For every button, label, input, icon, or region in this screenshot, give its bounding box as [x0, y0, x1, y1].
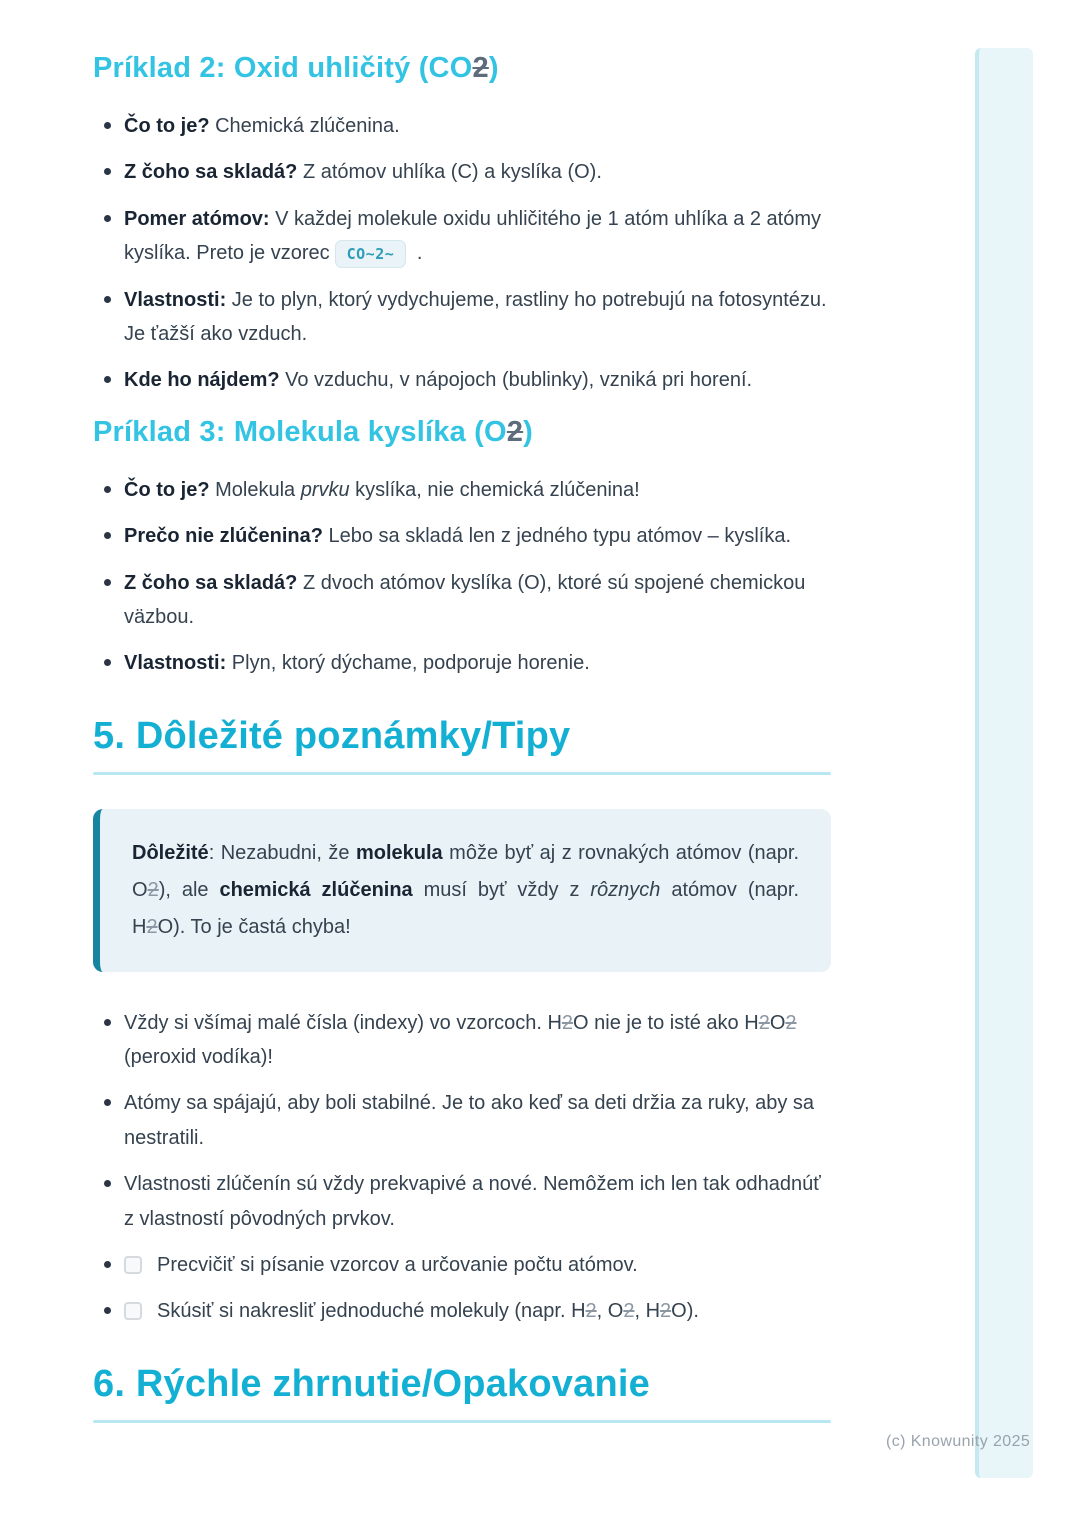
text-segment: molekula: [355, 841, 443, 864]
text-segment: Atómy sa spájajú, aby boli stabilné. Je to ako keď sa deti držia za ruky, aby sa nestratili.: [124, 1092, 820, 1149]
subscript-number: 2: [785, 1011, 797, 1034]
todo-list-item: [93, 1248, 831, 1282]
list-item: [93, 473, 831, 507]
example-3-heading: [93, 416, 831, 449]
list-item: [93, 283, 831, 352]
text-segment: Vždy si všímaj malé čísla (indexy) vo vzorcoch. H: [124, 1011, 562, 1034]
section-5-heading: [93, 715, 831, 758]
heading-underline: [93, 772, 831, 775]
text-segment: Kde ho nájdem?: [124, 369, 280, 392]
subscript-number: 2: [660, 1300, 672, 1323]
text-segment: Z čoho sa skladá?: [124, 571, 298, 594]
text-segment: môže byť aj z rovnakých atómov (napr. O: [132, 841, 805, 901]
section-6-heading: [93, 1363, 831, 1406]
text-segment: Lebo sa skladá len z jedného typu atómov – kyslíka.: [322, 525, 792, 548]
text-segment: atómov (napr. H: [132, 878, 805, 938]
text-segment: musí byť vždy z: [412, 878, 591, 901]
list-item: [93, 566, 831, 635]
todo-list-item: [93, 1294, 831, 1328]
text-segment: Vlastnosti:: [124, 652, 227, 675]
text-segment: Chemická zlúčenina.: [209, 115, 400, 137]
text-segment: Vlastnosti:: [124, 288, 227, 311]
text-segment: Čo to je?: [124, 478, 210, 501]
formula-chip: CO~2~: [335, 240, 407, 268]
subscript-number: 2: [147, 878, 159, 901]
text-segment: , H: [634, 1300, 661, 1323]
text-segment: Dôležité: [132, 841, 209, 864]
list-item: [93, 519, 831, 553]
bullet-list: [93, 1006, 831, 1329]
text-segment: 5. Dôležité poznámky/Tipy: [93, 714, 571, 757]
text-segment: prvku: [300, 478, 350, 501]
subscript-number: 2: [472, 52, 489, 84]
text-segment: chemická zlúčenina: [219, 878, 413, 901]
text-segment: O). To je častá chyba!: [157, 915, 351, 938]
text-segment: ): [488, 52, 499, 84]
text-segment: O nie je to isté ako H: [573, 1011, 759, 1034]
text-segment: Pomer atómov:: [124, 207, 270, 230]
bullet-list: [93, 473, 831, 681]
subscript-number: 2: [758, 1011, 770, 1034]
text-segment: Vlastnosti zlúčenín sú vždy prekvapivé a nové. Nemôžem ich len tak odhadnúť z vlastností pôvodných prvkov.: [124, 1173, 827, 1230]
text-segment: (peroxid vodíka)!: [124, 1011, 803, 1069]
checkbox[interactable]: [124, 1256, 142, 1274]
text-segment: Z atómov uhlíka (C) a kyslíka (O).: [297, 161, 602, 184]
text-segment: V každej molekule oxidu uhličitého je 1 atóm uhlíka a 2 atómy kyslíka. Preto je vzorec: [124, 207, 827, 265]
text-segment: Precvičiť si písanie vzorcov a určovanie počtu atómov.: [157, 1254, 638, 1277]
text-segment: kyslíka, nie chemická zlúčenina!: [349, 478, 640, 501]
list-item: [93, 646, 831, 680]
text-segment: Plyn, ktorý dýchame, podporuje horenie.: [226, 652, 590, 675]
text-segment: Prečo nie zlúčenina?: [124, 525, 323, 548]
text-segment: ), ale: [158, 878, 220, 901]
important-callout: [93, 809, 831, 972]
list-item: [93, 1086, 831, 1155]
text-segment: rôznych: [590, 878, 661, 901]
subscript-number: 2: [561, 1011, 574, 1034]
text-segment: 6. Rýchle zhrnutie/Opakovanie: [93, 1362, 650, 1405]
text-segment: O).: [671, 1300, 699, 1323]
heading-underline: [93, 1420, 831, 1423]
list-item: [93, 109, 831, 143]
text-segment: Je to plyn, ktorý vydychujeme, rastliny ho potrebujú na fotosyntézu. Je ťažší ako vzduch.: [124, 288, 833, 345]
text-segment: Molekula: [209, 478, 301, 501]
list-item: [93, 1006, 831, 1075]
text-segment: Z čoho sa skladá?: [124, 161, 298, 184]
subscript-number: 2: [146, 915, 158, 938]
bullet-list: [93, 109, 831, 398]
checkbox[interactable]: [124, 1302, 142, 1320]
subscript-number: 2: [506, 415, 524, 448]
notes-content: [93, 40, 831, 1457]
text-segment: Skúsiť si nakresliť jednoduché molekuly (napr. H: [157, 1300, 586, 1323]
copyright-watermark: (c) Knowunity 2025: [886, 1433, 1031, 1450]
text-segment: , O: [596, 1300, 624, 1323]
list-item: [93, 363, 831, 397]
subscript-number: 2: [585, 1300, 597, 1323]
text-segment: ): [523, 415, 533, 448]
text-segment: Vo vzduchu, v nápojoch (bublinky), vzniká pri horení.: [279, 369, 753, 392]
list-item: [93, 1167, 831, 1236]
text-segment: Príklad 3: Molekula kyslíka (O: [93, 415, 507, 448]
subscript-number: 2: [623, 1300, 635, 1323]
side-strip: [975, 48, 1033, 1478]
text-segment: : Nezabudni, že: [208, 841, 356, 864]
example-2-heading: [93, 52, 831, 85]
list-item: [93, 155, 831, 189]
text-segment: Príklad 2: Oxid uhličitý (CO: [93, 52, 473, 84]
text-segment: .: [411, 242, 423, 265]
text-segment: O: [769, 1011, 786, 1034]
list-item: [93, 202, 831, 271]
text-segment: Čo to je?: [124, 115, 210, 137]
text-segment: Z dvoch atómov kyslíka (O), ktoré sú spojené chemickou väzbou.: [124, 571, 811, 628]
